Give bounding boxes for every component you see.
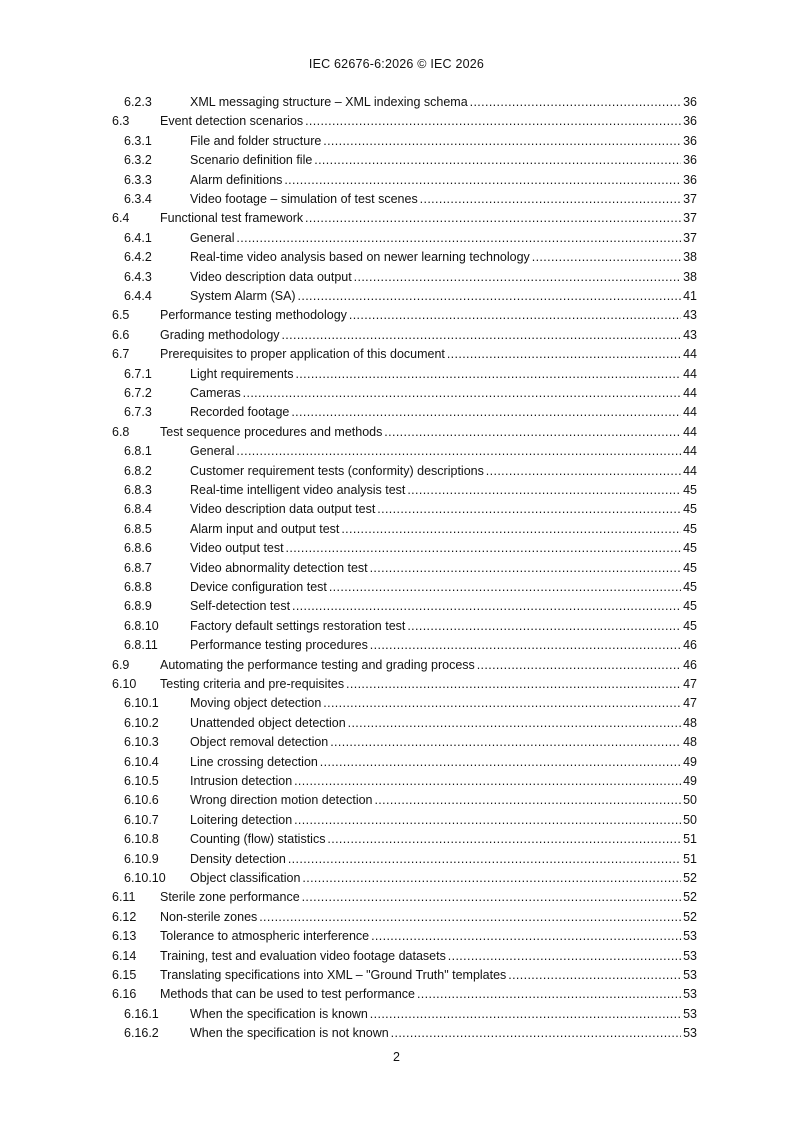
toc-entry-page: 36 [681, 112, 697, 131]
toc-entry[interactable] [0, 656, 793, 675]
toc-entry[interactable] [0, 694, 793, 713]
toc-entry-number: 6.8.1 [124, 444, 152, 459]
toc-entry-page: 52 [681, 888, 697, 907]
toc-entry-number: 6.10.7 [124, 812, 159, 827]
toc-entry-page: 36 [681, 171, 697, 190]
toc-entry-number: 6.4.1 [124, 230, 152, 245]
toc-entry-title: Object removal detection . . . [190, 733, 697, 752]
toc-entry[interactable] [0, 481, 793, 500]
toc-entry-title: Functional test framework . . . [160, 209, 697, 228]
toc-entry-page: 45 [681, 578, 697, 597]
toc-entry-page: 45 [681, 617, 697, 636]
toc-entry-page: 45 [681, 481, 697, 500]
toc-entry-title: Light requirements . . . [190, 365, 697, 384]
toc-entry-page: 50 [681, 791, 697, 810]
toc-entry[interactable] [0, 190, 793, 209]
toc-entry-page: 52 [681, 869, 697, 888]
toc-entry-page: 37 [681, 190, 697, 209]
toc-entry-page: 48 [681, 714, 697, 733]
toc-entry-number: 6.12 [112, 909, 137, 924]
toc-entry[interactable] [0, 811, 793, 830]
toc-entry-number: 6.9 [112, 657, 130, 672]
toc-entry[interactable] [0, 442, 793, 461]
toc-entry-number: 6.4.4 [124, 289, 152, 303]
toc-entry-title: When the specification is known . . . [190, 1005, 697, 1024]
toc-entry-number: 6.7.2 [124, 386, 152, 400]
toc-entry-number: 6.10 [112, 677, 137, 691]
toc-entry-title: Automating the performance testing and grading process . . . [160, 656, 697, 675]
toc-entry-title: Alarm definitions . . . [190, 171, 697, 190]
toc-entry[interactable] [0, 927, 793, 946]
toc-entry-title: Scenario definition file . . . [190, 151, 697, 170]
toc-entry-number: 6.8.7 [124, 560, 152, 575]
toc-entry-page: 44 [681, 365, 697, 384]
toc-entry-number: 6.16.1 [124, 1006, 159, 1021]
toc-entry-title: XML messaging structure – XML indexing schema . . . [190, 93, 697, 112]
toc-entry[interactable] [0, 268, 793, 287]
toc-entry-number: 6.7 [112, 347, 130, 362]
toc-entry-number: 6.7.3 [124, 405, 152, 420]
toc-entry-title: Recorded footage . . . [190, 403, 697, 422]
toc-entry[interactable] [0, 733, 793, 752]
toc-entry-page: 48 [681, 733, 697, 752]
toc-entry-page: 36 [681, 93, 697, 112]
toc-entry-title: Real-time intelligent video analysis test . . . [190, 481, 697, 500]
toc-entry[interactable] [0, 1005, 793, 1024]
toc-entry[interactable] [0, 753, 793, 772]
toc-entry[interactable] [0, 617, 793, 636]
toc-entry-number: 6.10.5 [124, 774, 159, 788]
toc-entry[interactable] [0, 888, 793, 907]
toc-entry[interactable] [0, 539, 793, 558]
toc-entry-number: 6.6 [112, 327, 130, 342]
toc-entry-page: 44 [681, 345, 697, 364]
toc-entry-page: 45 [681, 597, 697, 616]
toc-entry-number: 6.8.6 [124, 541, 152, 556]
toc-entry-number: 6.10.10 [124, 871, 166, 885]
toc-entry-title: Real-time video analysis based on newer learning technology . . . [190, 248, 697, 267]
toc-entry-title: Cameras . . . [190, 384, 697, 403]
toc-entry[interactable] [0, 520, 793, 539]
toc-entry-number: 6.3.2 [124, 153, 152, 168]
toc-entry-title: Video description data output test . . . [190, 500, 697, 519]
toc-entry-title: Object classification . . . [190, 869, 697, 888]
toc-entry[interactable] [0, 1024, 793, 1043]
toc-entry-title: Event detection scenarios . . . [160, 112, 697, 131]
toc-entry-title: When the specification is not known . . . [190, 1024, 697, 1043]
toc-entry-number: 6.3.4 [124, 192, 152, 206]
toc-entry[interactable] [0, 830, 793, 849]
toc-entry-title: Customer requirement tests (conformity) descriptions . . . [190, 462, 697, 481]
toc-entry[interactable] [0, 869, 793, 888]
toc-entry-number: 6.8.10 [124, 618, 159, 633]
toc-entry-page: 49 [681, 753, 697, 772]
toc-entry-page: 44 [681, 423, 697, 442]
toc-entry[interactable] [0, 791, 793, 810]
toc-entry-number: 6.14 [112, 948, 137, 963]
toc-entry-title: File and folder structure . . . [190, 132, 697, 151]
toc-entry[interactable] [0, 423, 793, 442]
toc-entry-title: Factory default settings restoration test . . . [190, 617, 697, 636]
toc-entry-page: 53 [681, 927, 697, 946]
toc-entry-number: 6.5 [112, 308, 130, 323]
toc-entry[interactable] [0, 384, 793, 403]
toc-entry-number: 6.8.9 [124, 599, 152, 614]
toc-entry-page: 51 [681, 830, 697, 849]
toc-entry[interactable] [0, 229, 793, 248]
toc-entry[interactable] [0, 559, 793, 578]
toc-entry-number: 6.8.5 [124, 521, 152, 536]
toc-entry[interactable] [0, 209, 793, 228]
toc-entry-title: Device configuration test . . . [190, 578, 697, 597]
toc-entry-title: Wrong direction motion detection . . . [190, 791, 697, 810]
toc-entry-number: 6.16.2 [124, 1026, 159, 1041]
toc-entry-number: 6.7.1 [124, 366, 152, 381]
page-header: IEC 62676-6:2026 © IEC 2026 [308, 57, 485, 71]
toc-entry-title: System Alarm (SA) . . . [190, 287, 697, 306]
toc-entry-title: Prerequisites to proper application of this document . . . [160, 345, 697, 364]
toc-entry[interactable] [0, 675, 793, 694]
toc-entry-number: 6.10.4 [124, 754, 159, 769]
toc-entry[interactable] [0, 132, 793, 151]
toc-entry-page: 45 [681, 539, 697, 558]
toc-entry-page: 45 [681, 559, 697, 578]
toc-entry-page: 38 [681, 268, 697, 287]
toc-entry-title: Performance testing procedures . . . [190, 636, 697, 655]
toc-entry[interactable] [0, 850, 793, 869]
toc-entry-number: 6.8.4 [124, 502, 152, 517]
toc-entry-title: Test sequence procedures and methods . . . [160, 423, 697, 442]
toc-entry[interactable] [0, 985, 793, 1004]
toc-entry[interactable] [0, 772, 793, 791]
toc-entry-number: 6.10.8 [124, 832, 159, 847]
toc-entry-page: 53 [681, 985, 697, 1004]
toc-entry-number: 6.11 [112, 890, 136, 905]
toc-entry-page: 41 [681, 287, 697, 306]
toc-entry-number: 6.16 [112, 987, 137, 1002]
toc-entry-number: 6.3 [112, 114, 130, 129]
toc-entry-page: 45 [681, 520, 697, 539]
toc-entry-title: General . . . [190, 442, 697, 461]
toc-entry-title: Line crossing detection . . . [190, 753, 697, 772]
toc-entry-number: 6.8.11 [124, 638, 158, 653]
toc-entry-page: 43 [681, 306, 697, 325]
toc-entry-number: 6.2.3 [124, 95, 152, 109]
toc-entry[interactable] [0, 500, 793, 519]
toc-entry-page: 44 [681, 384, 697, 403]
toc-entry-page: 53 [681, 947, 697, 966]
toc-entry[interactable] [0, 326, 793, 345]
toc-entry[interactable] [0, 947, 793, 966]
toc-entry-title: Training, test and evaluation video footage datasets . . . [160, 947, 697, 966]
toc-entry-page: 47 [681, 694, 697, 713]
toc-entry-title: Loitering detection . . . [190, 811, 697, 830]
toc-entry-title: Intrusion detection . . . [190, 772, 697, 791]
toc-entry-number: 6.4.2 [124, 250, 152, 265]
toc-entry-page: 49 [681, 772, 697, 791]
toc-entry-number: 6.8.2 [124, 463, 152, 478]
toc-entry[interactable] [0, 171, 793, 190]
toc-entry[interactable] [0, 578, 793, 597]
toc-entry-number: 6.4.3 [124, 269, 152, 284]
toc-entry-title: Counting (flow) statistics . . . [190, 830, 697, 849]
toc-entry-title: Video description data output . . . [190, 268, 697, 287]
toc-entry-title: Video output test . . . [190, 539, 697, 558]
page-number: 2 [393, 1050, 400, 1064]
toc-entry-page: 50 [681, 811, 697, 830]
toc-entry[interactable] [0, 597, 793, 616]
toc-entry[interactable] [0, 462, 793, 481]
toc-entry-page: 46 [681, 656, 697, 675]
toc-entry-page: 36 [681, 132, 697, 151]
toc-entry[interactable] [0, 365, 793, 384]
toc-entry[interactable] [0, 93, 793, 112]
toc-entry[interactable] [0, 966, 793, 985]
toc-entry-page: 52 [681, 908, 697, 927]
toc-entry-title: Grading methodology . . . [160, 326, 697, 345]
toc-entry-title: Methods that can be used to test performance . . . [160, 985, 697, 1004]
toc-entry-page: 44 [681, 442, 697, 461]
toc-entry-title: Alarm input and output test . . . [190, 520, 697, 539]
toc-entry[interactable] [0, 636, 793, 655]
toc-entry-number: 6.3.3 [124, 172, 152, 187]
toc-entry-number: 6.10.6 [124, 793, 159, 808]
toc-entry-page: 44 [681, 462, 697, 481]
toc-entry-page: 51 [681, 850, 697, 869]
toc-entry-number: 6.10.2 [124, 715, 159, 730]
toc-entry-page: 37 [681, 209, 697, 228]
toc-entry[interactable] [0, 345, 793, 364]
toc-entry-number: 6.4 [112, 211, 130, 226]
toc-entry-page: 36 [681, 151, 697, 170]
toc-entry-number: 6.13 [112, 929, 137, 944]
toc-entry-number: 6.10.3 [124, 735, 159, 750]
toc-entry-number: 6.10.9 [124, 851, 159, 866]
toc-entry-title: General . . . [190, 229, 697, 248]
toc-entry-page: 47 [681, 675, 697, 694]
toc-entry-title: Performance testing methodology . . . [160, 306, 697, 325]
toc-entry-page: 46 [681, 636, 697, 655]
toc-entry-title: Tolerance to atmospheric interference . . . [160, 927, 697, 946]
toc-entry-title: Moving object detection . . . [190, 694, 697, 713]
toc-entry-number: 6.10.1 [124, 696, 159, 711]
toc-entry-title: Density detection . . . [190, 850, 697, 869]
toc-entry[interactable] [0, 112, 793, 131]
toc-entry-title: Translating specifications into XML – "Ground Truth" templates . . . [160, 966, 697, 985]
toc-entry-page: 37 [681, 229, 697, 248]
toc-entry-title: Self-detection test . . . [190, 597, 697, 616]
toc-entry-title: Video footage – simulation of test scenes . . . [190, 190, 697, 209]
toc-entry-number: 6.3.1 [124, 133, 152, 148]
toc-entry-title: Non-sterile zones . . . [160, 908, 697, 927]
toc-entry-title: Testing criteria and pre-requisites . . . [160, 675, 697, 694]
toc-entry[interactable] [0, 908, 793, 927]
toc-entry[interactable] [0, 306, 793, 325]
toc-entry-page: 38 [681, 248, 697, 267]
toc-entry-title: Unattended object detection . . . [190, 714, 697, 733]
toc-entry[interactable] [0, 248, 793, 267]
toc-entry-page: 44 [681, 403, 697, 422]
toc-entry[interactable] [0, 403, 793, 422]
toc-entry[interactable] [0, 714, 793, 733]
toc-entry-number: 6.8 [112, 424, 130, 439]
toc-entry[interactable] [0, 151, 793, 170]
toc-entry-page: 45 [681, 500, 697, 519]
toc-entry-number: 6.8.3 [124, 483, 152, 497]
toc-entry-page: 53 [681, 1005, 697, 1024]
toc-entry[interactable] [0, 287, 793, 306]
toc-entry-title: Sterile zone performance . . . [160, 888, 697, 907]
toc-entry-title: Video abnormality detection test . . . [190, 559, 697, 578]
toc-entry-page: 43 [681, 326, 697, 345]
toc-entry-number: 6.15 [112, 968, 137, 982]
toc-entry-number: 6.8.8 [124, 580, 152, 594]
toc-entry-page: 53 [681, 966, 697, 985]
toc-entry-page: 53 [681, 1024, 697, 1043]
